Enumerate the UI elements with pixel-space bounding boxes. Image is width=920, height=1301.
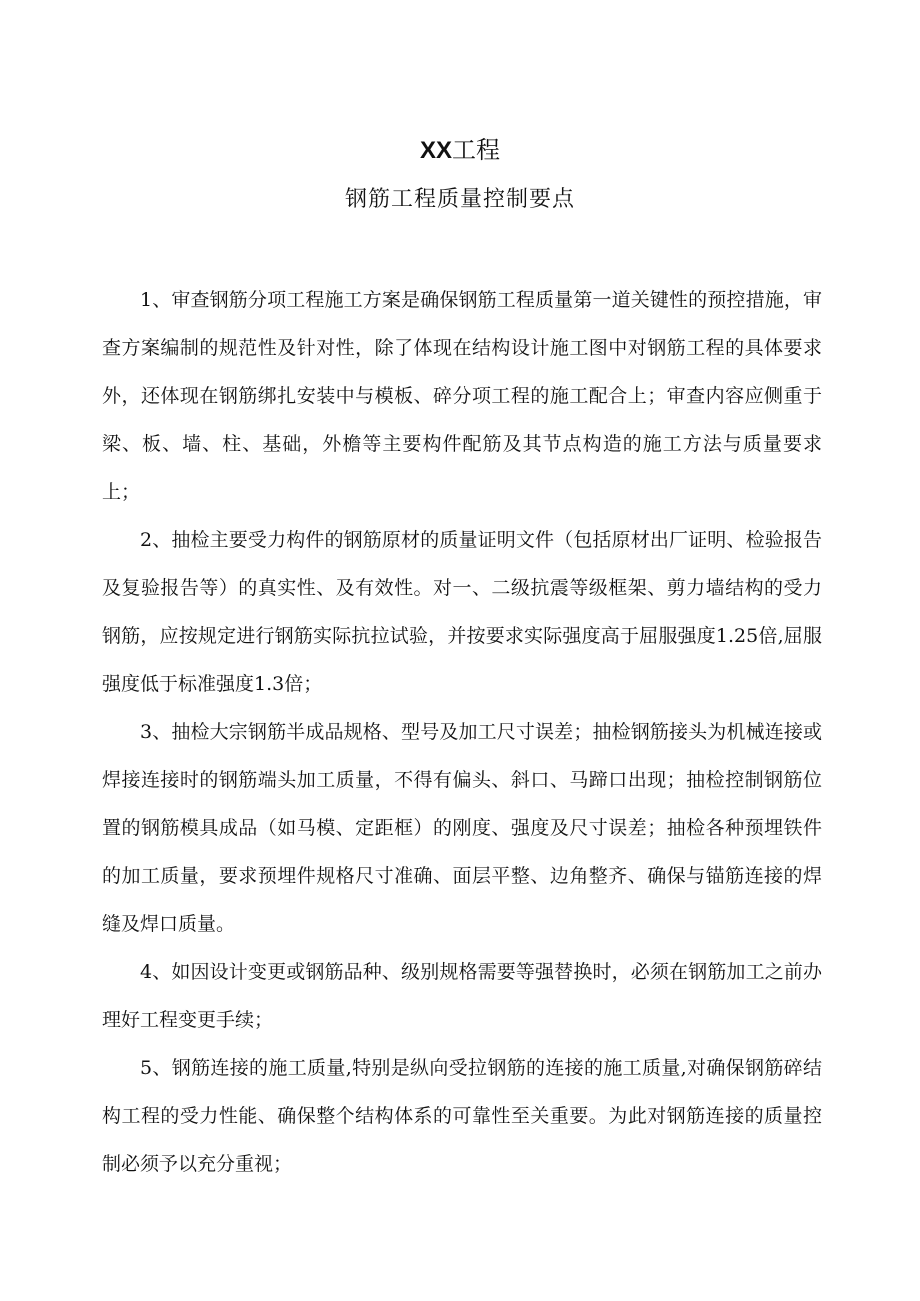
paragraph-3: 3、抽检大宗钢筋半成品规格、型号及加工尺寸误差；抽检钢筋接头为机械连接或焊接连接时的钢筋端头加工质量，不得有偏头、斜口、马蹄口出现；抽检控制钢筋位置的钢筋模具成品（如马模、定距框）的刚度、强度及尺寸误差；抽检各种预埋铁件的加工质量，要求预埋件规格尺寸准确、面层平整、边角整齐、确保与锚筋连接的焊缝及焊口质量。: [102, 721, 822, 935]
paragraph-4: 4、如因设计变更或钢筋品种、级别规格需要等强替换时，必须在钢筋加工之前办理好工程变更手续；: [102, 961, 822, 1031]
paragraph-2: 2、抽检主要受力构件的钢筋原材的质量证明文件（包括原材出厂证明、检验报告及复验报告等）的真实性、及有效性。对一、二级抗震等级框架、剪力墙结构的受力钢筋，应按规定进行钢筋实际抗拉试验，并按要求实际强度高于屈服强度1.25倍,屈服强度低于标准强度1.3倍；: [102, 529, 822, 695]
document-subtitle: 钢筋工程质量控制要点: [344, 187, 575, 212]
document-body: [102, 276, 822, 1188]
paragraph-1: 1、审查钢筋分项工程施工方案是确保钢筋工程质量第一道关键性的预控措施，审查方案编制的规范性及针对性，除了体现在结构设计施工图中对钢筋工程的具体要求外，还体现在钢筋绑扎安装中与模板、碎分项工程的施工配合上；审查内容应侧重于梁、板、墙、柱、基础，外檐等主要构件配筋及其节点构造的施工方法与质量要求上；: [102, 289, 822, 503]
document-title-suffix: 工程: [452, 136, 500, 164]
document-title: [0, 132, 920, 169]
document-title-prefix: XX: [419, 137, 452, 164]
paragraph-5: 5、钢筋连接的施工质量,特别是纵向受拉钢筋的连接的施工质量,对确保钢筋碎结构工程的受力性能、确保整个结构体系的可靠性至关重要。为此对钢筋连接的质量控制必须予以充分重视；: [102, 1057, 822, 1175]
